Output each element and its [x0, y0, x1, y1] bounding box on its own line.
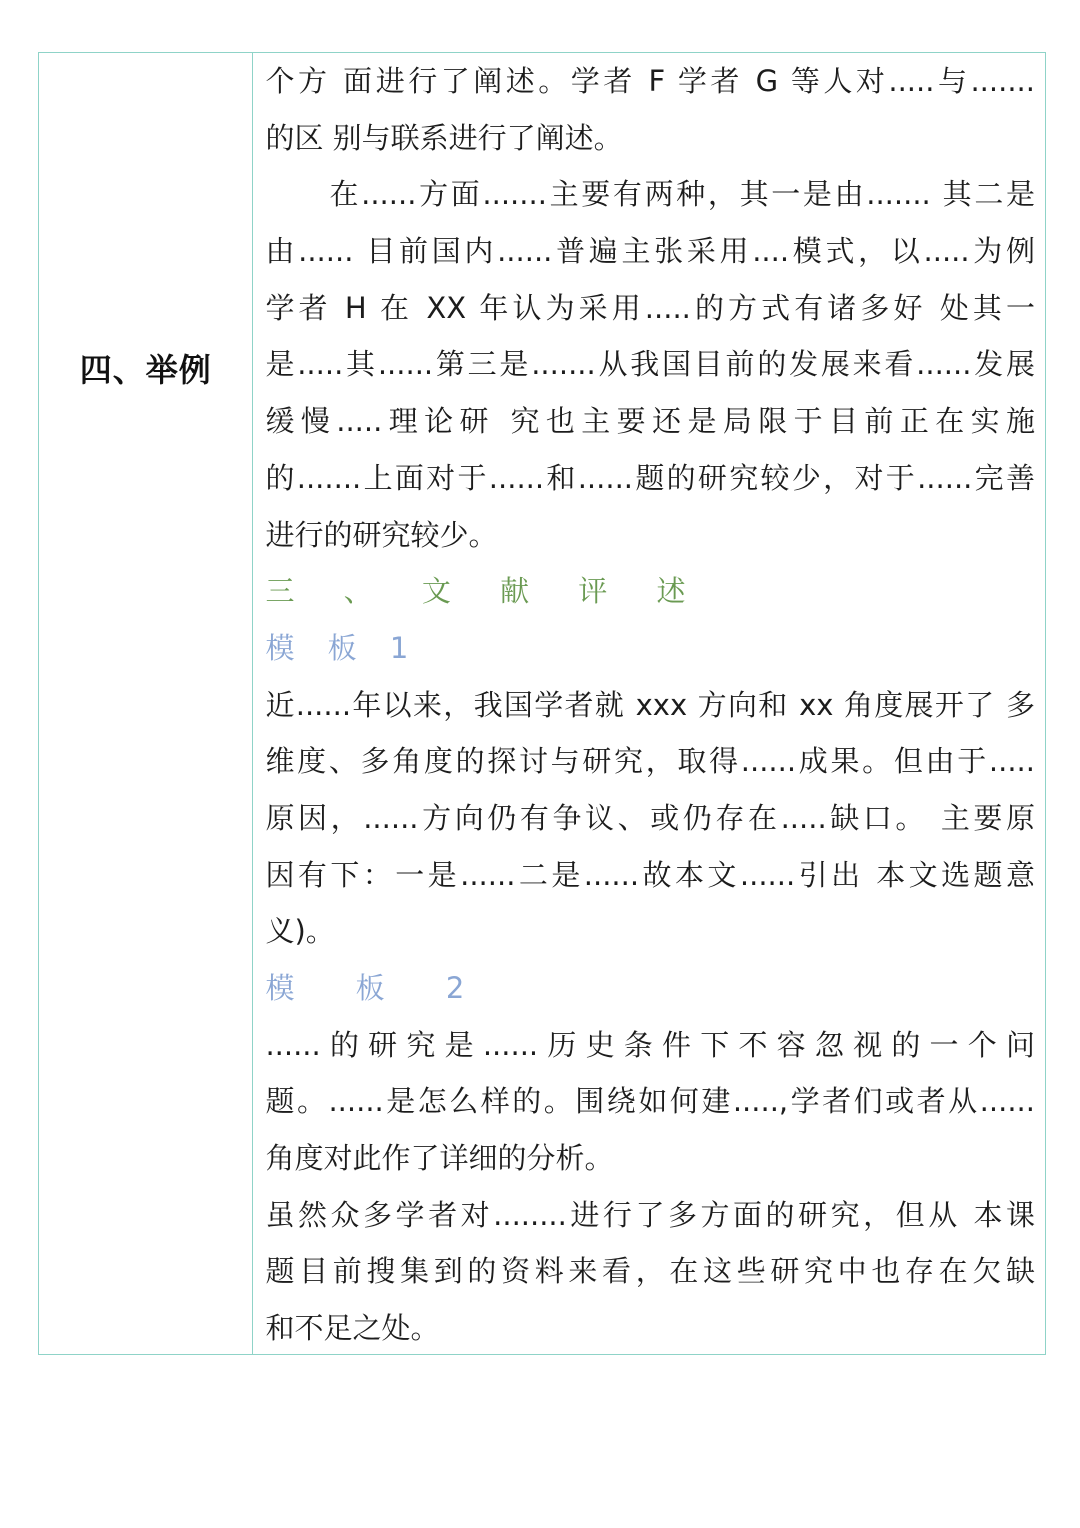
row-label-cell: [39, 53, 253, 1354]
text-line: 进行的研究较少。: [265, 517, 498, 552]
text-line: 因有下：一是......二是......故本文......引出 本文选题意: [265, 857, 1035, 892]
text-line: 题目前搜集到的资料来看，在这些研究中也存在欠缺: [265, 1254, 1035, 1289]
template-heading-1: 模 板 1: [265, 630, 421, 665]
text-line: 义)。: [265, 914, 335, 949]
text-line: ...... 的 研 究 是 ...... 历 史 条 件 下 不 容 忽 视 的 一 个 问: [265, 1027, 1035, 1062]
section-heading: 三 、 文 献 评 述: [265, 574, 706, 609]
text-line: 虽然众多学者对........进行了多方面的研究，但从 本课: [265, 1197, 1035, 1232]
template-heading-2: 模 板 2: [265, 971, 491, 1005]
text-line: 和不足之处。: [265, 1311, 440, 1346]
text-line: 缓慢.....理论研 究也主要还是局限于目前正在实施: [265, 404, 1035, 439]
text-line: 原因，......方向仍有争议、或仍存在.....缺口。 主要原: [265, 800, 1035, 835]
text-line: 个方 面进行了阐述。学者 F 学者 G 等人对.....与.......: [265, 64, 1035, 98]
text-line: 的.......上面对于......和......题的研究较少，对于......完善: [265, 460, 1035, 495]
document-table: [38, 52, 1046, 1355]
text-line: 近......年以来，我国学者就 xxx 方向和 xx 角度展开了 多: [265, 687, 1035, 722]
paragraph-first-line: 在......方面.......主要有两种，其一是由....... 其二是: [329, 177, 1035, 212]
row-label: 四、举例: [79, 351, 212, 389]
text-line: 题。......是怎么样的。围绕如何建.....,学者们或者从......: [265, 1084, 1035, 1119]
text-line: 是.....其......第三是.......从我国目前的发展来看......发展: [265, 347, 1035, 382]
text-line: 角度对此作了详细的分析。: [265, 1141, 614, 1176]
text-line: 的区 别与联系进行了阐述。: [265, 120, 623, 155]
row-content-cell: [253, 53, 1045, 1354]
text-line: 由...... 目前国内......普遍主张采用....模式，以.....为例: [265, 234, 1035, 269]
text-line: 维度、多角度的探讨与研究，取得......成果。但由于.....: [265, 744, 1035, 779]
text-line: 学者 H 在 XX 年认为采用.....的方式有诸多好 处其一: [265, 290, 1035, 325]
